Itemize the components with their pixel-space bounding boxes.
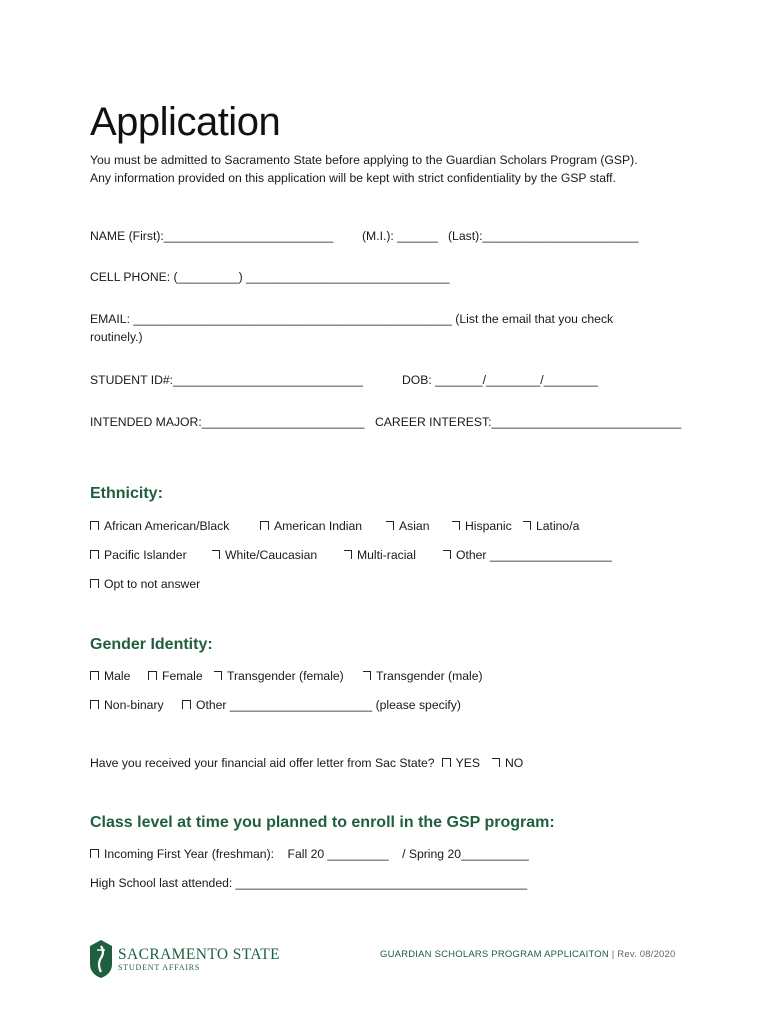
ethnicity-option[interactable]: Pacific Islander [90, 546, 187, 564]
checkbox-icon[interactable] [260, 521, 269, 530]
ethnicity-option[interactable]: Asian [386, 517, 430, 535]
checkbox-icon[interactable] [344, 550, 352, 559]
gender-option[interactable]: Male [90, 667, 130, 685]
checkbox-icon[interactable] [90, 550, 99, 559]
checkbox-icon[interactable] [90, 849, 99, 858]
ethnicity-heading: Ethnicity: [90, 485, 163, 502]
career-interest-field[interactable]: CAREER INTEREST:____________________________ [375, 415, 682, 429]
hornet-logo-icon [90, 940, 112, 978]
checkbox-icon[interactable] [214, 671, 222, 680]
footer-label [380, 949, 676, 960]
logo-name: SACRAMENTO STATE [118, 945, 281, 963]
revision-label: | Rev. 08/2020 [611, 949, 676, 960]
no-option[interactable]: NO [492, 754, 523, 772]
intro-line-1: You must be admitted to Sacramento State before applying to the Guardian Scholars Program (GSP). [90, 153, 638, 167]
yes-option[interactable]: YES [442, 754, 480, 772]
student-id-field[interactable]: STUDENT ID#:____________________________ [90, 373, 363, 387]
checkbox-icon[interactable] [442, 758, 451, 767]
gender-option[interactable]: Female [148, 667, 203, 685]
checkbox-icon[interactable] [363, 671, 371, 680]
intended-major-field[interactable]: INTENDED MAJOR:________________________ [90, 415, 365, 429]
ethnicity-option[interactable]: Other __________________ [443, 546, 612, 564]
gender-option[interactable]: Transgender (male) [363, 667, 483, 685]
email-note: routinely.) [90, 330, 143, 344]
high-school-field[interactable]: High School last attended: ___________________________________________ [90, 876, 528, 890]
page-title: Application [90, 100, 281, 144]
checkbox-icon[interactable] [212, 550, 220, 559]
ethnicity-option[interactable]: Opt to not answer [90, 575, 200, 593]
ethnicity-option[interactable]: Latino/a [523, 517, 579, 535]
ethnicity-option[interactable]: Hispanic [452, 517, 512, 535]
ethnicity-option[interactable]: White/Caucasian [212, 546, 317, 564]
ethnicity-option[interactable]: African American/Black [90, 517, 229, 535]
cell-phone-field[interactable]: CELL PHONE: (_________) ______________________________ [90, 270, 450, 284]
program-title: GUARDIAN SCHOLARS PROGRAM APPLICAITON [380, 949, 609, 960]
class-level-option[interactable]: Incoming First Year (freshman): Fall 20 _________ / Spring 20__________ [90, 845, 529, 863]
checkbox-icon[interactable] [492, 758, 500, 767]
email-field[interactable]: EMAIL: _______________________________________________ (List the email that you check [90, 312, 614, 326]
checkbox-icon[interactable] [90, 700, 99, 709]
checkbox-icon[interactable] [90, 521, 99, 530]
name-last-field[interactable]: (Last):_______________________ [448, 229, 639, 243]
gender-option[interactable]: Transgender (female) [214, 667, 344, 685]
checkbox-icon[interactable] [90, 671, 99, 680]
checkbox-icon[interactable] [182, 700, 191, 709]
gender-option[interactable]: Non-binary [90, 696, 164, 714]
ethnicity-option[interactable]: American Indian [260, 517, 362, 535]
sacramento-state-logo [90, 940, 280, 978]
name-first-field[interactable]: NAME (First):_________________________ [90, 229, 334, 243]
class-level-heading: Class level at time you planned to enroll in the GSP program: [90, 814, 555, 831]
name-mi-field[interactable]: (M.I.): ______ [362, 229, 438, 243]
dob-field[interactable]: DOB: _______/________/________ [402, 373, 598, 387]
gender-option[interactable]: Other _____________________ (please specify) [182, 696, 461, 714]
checkbox-icon[interactable] [452, 521, 460, 530]
checkbox-icon[interactable] [90, 579, 99, 588]
checkbox-icon[interactable] [148, 671, 157, 680]
financial-aid-question: Have you received your financial aid offer letter from Sac State? YES NO [90, 756, 524, 770]
checkbox-icon[interactable] [523, 521, 531, 530]
intro-line-2: Any information provided on this application will be kept with strict confidentiality by the GSP staff. [90, 171, 616, 185]
checkbox-icon[interactable] [443, 550, 451, 559]
logo-subtitle: STUDENT AFFAIRS [118, 962, 201, 972]
gender-heading: Gender Identity: [90, 636, 213, 653]
ethnicity-option[interactable]: Multi-racial [344, 546, 416, 564]
checkbox-icon[interactable] [386, 521, 394, 530]
